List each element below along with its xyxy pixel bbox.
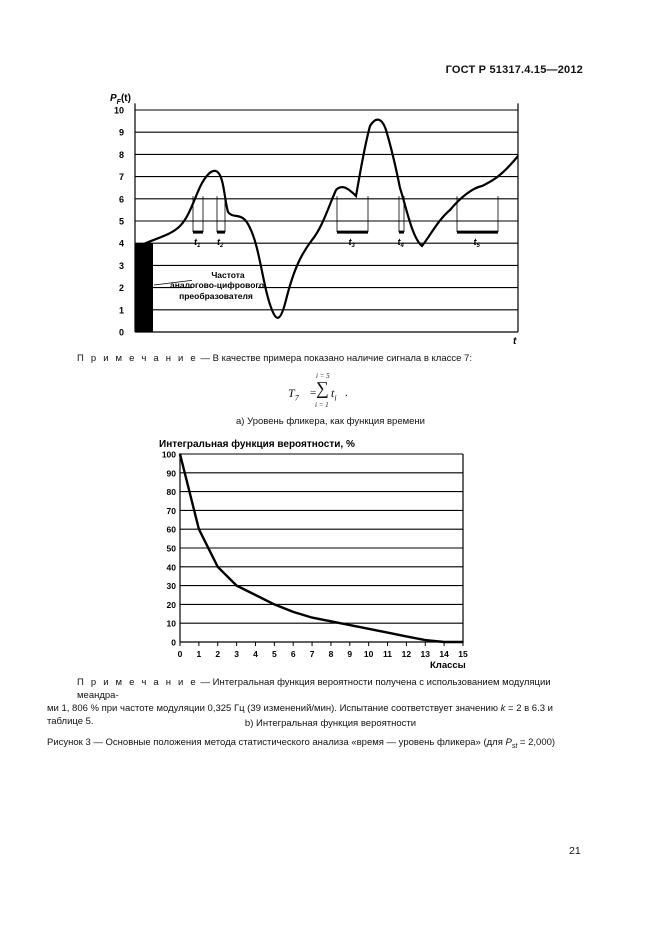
annotation-line: аналогово-цифрового <box>169 280 265 290</box>
x-tick-label: 10 <box>363 649 374 659</box>
x-tick-label: 1 <box>196 649 202 659</box>
data-point <box>406 636 408 638</box>
formula-eq: = <box>310 387 317 399</box>
data-point <box>292 611 294 613</box>
y-tick-label: 3 <box>118 260 124 271</box>
data-point <box>311 617 313 619</box>
chart-x-ticks <box>178 642 468 659</box>
flicker-level-figure <box>100 88 540 350</box>
interval-label: $t_2$ <box>217 237 224 250</box>
data-point <box>179 453 181 455</box>
formula-lhs: $T_7$ <box>288 386 299 403</box>
y-tick-label: 1 <box>118 305 124 316</box>
x-tick-label: 2 <box>215 649 221 659</box>
interval-label: $t_1$ <box>194 237 201 250</box>
x-tick-label: 9 <box>347 649 353 659</box>
data-point <box>330 621 332 623</box>
interval-markers <box>193 196 498 249</box>
figure-a-ylabel: $P_F(t)$ <box>110 93 131 106</box>
y-tick-label: 5 <box>118 216 124 227</box>
x-tick-label: 13 <box>420 649 431 659</box>
data-point <box>274 604 276 606</box>
y-tick-label: 80 <box>166 487 176 498</box>
data-point <box>236 585 238 587</box>
adc-bar <box>135 243 153 332</box>
figure-a-y-ticks <box>114 106 124 338</box>
x-tick-label: 0 <box>177 649 183 659</box>
chart-title: Интегральная функция вероятности, % <box>159 439 355 450</box>
page-number: 21 <box>569 845 581 857</box>
data-point <box>462 641 464 643</box>
x-tick-label: 6 <box>290 649 296 659</box>
x-tick-label: 15 <box>458 649 468 659</box>
data-point <box>368 628 370 630</box>
y-tick-label: 6 <box>118 194 124 205</box>
annotation-line: преобразователя <box>179 291 253 301</box>
y-tick-label: 50 <box>166 543 176 554</box>
x-tick-label: 4 <box>253 649 258 659</box>
chart-y-ticks <box>162 450 176 648</box>
formula-sum-bottom: i = 1 <box>315 401 329 409</box>
y-tick-label: 10 <box>166 618 176 629</box>
data-point <box>198 528 200 530</box>
x-tick-label: 3 <box>234 649 239 659</box>
figure-a-xlabel: t <box>513 336 517 347</box>
chart-grid <box>180 454 463 642</box>
data-point <box>387 632 389 634</box>
data-point <box>349 624 351 626</box>
adc-annotation <box>154 268 264 308</box>
y-tick-label: 70 <box>166 505 176 516</box>
y-tick-label: 40 <box>166 562 176 573</box>
x-tick-label: 14 <box>439 649 449 659</box>
annotation-line: Частота <box>211 270 245 280</box>
y-tick-label: 2 <box>118 283 124 294</box>
caption-a: а) Уровень фликера, как функция времени <box>236 416 425 427</box>
data-point <box>255 594 257 596</box>
y-tick-label: 20 <box>166 599 176 610</box>
formula-term: $t_i$ <box>331 386 337 403</box>
y-tick-label: 7 <box>118 172 124 183</box>
interval-label: $t_3$ <box>348 237 355 250</box>
y-tick-label: 100 <box>161 449 176 460</box>
note-b: П р и м е ч а н и е — Интегральная функция вероятности получена с использованием модуляции меандра- ми 1, 806 % при частоте модуляции 0,325 Гц (39 изменений/мин). Испытание соответствует значению k = 2 в 6.3 и таблице 5. <box>47 677 553 727</box>
y-tick-label: 0 <box>118 327 124 338</box>
document-header: ГОСТ Р 51317.4.15—2012 <box>445 64 583 76</box>
y-tick-label: 60 <box>166 524 176 535</box>
interval-label: $t_4$ <box>397 237 404 250</box>
x-tick-label: 11 <box>383 649 393 659</box>
formula-sum-top: i = 5 <box>316 372 330 380</box>
figure-caption: Рисунок 3 — Основные положения метода статистического анализа «время — уровень фликера» (для $P_{st} = 2,000$) <box>47 737 556 750</box>
y-tick-label: 30 <box>166 581 176 592</box>
formula <box>288 372 378 412</box>
note-a: П р и м е ч а н и е — В качестве примера показано наличие сигнала в классе 7: <box>77 353 472 364</box>
probability-chart <box>150 434 480 670</box>
x-tick-label: 8 <box>328 649 334 659</box>
y-tick-label: 90 <box>166 468 176 479</box>
x-tick-label: 5 <box>271 649 277 659</box>
y-tick-label: 9 <box>118 127 124 138</box>
formula-sum: ∑ <box>316 378 329 398</box>
y-tick-label: 4 <box>118 238 124 249</box>
formula-end: . <box>345 387 348 399</box>
data-point <box>424 639 426 641</box>
x-tick-label: 7 <box>309 649 315 659</box>
data-point <box>217 566 219 568</box>
y-tick-label: 8 <box>118 149 124 160</box>
data-point <box>443 641 445 643</box>
chart-xlabel: Классы <box>430 660 466 670</box>
y-tick-label: 0 <box>171 637 176 648</box>
y-tick-label: 10 <box>113 105 124 116</box>
caption-b: b) Интегральная функция вероятности <box>244 718 417 729</box>
interval-label: $t_5$ <box>473 237 480 250</box>
x-tick-label: 12 <box>401 649 412 659</box>
